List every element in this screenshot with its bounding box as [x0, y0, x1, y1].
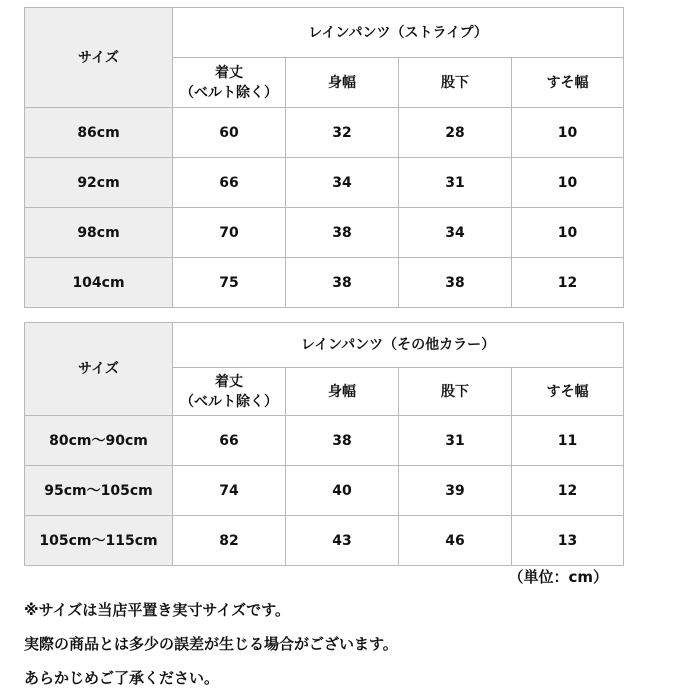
table-row [25, 516, 624, 566]
row-size: 104cm [25, 258, 173, 308]
cell-value: 82 [173, 516, 286, 566]
cell-value: 75 [173, 258, 286, 308]
table-title: レインパンツ（ストライプ） [173, 8, 624, 58]
size-header: サイズ [25, 323, 173, 416]
cell-value: 66 [173, 158, 286, 208]
note-line: 実際の商品とは多少の誤差が生じる場合がございます。 [24, 635, 398, 653]
cell-value: 10 [512, 208, 624, 258]
cell-value: 12 [512, 466, 624, 516]
column-header-length: 着丈 （ベルト除く） [173, 58, 286, 108]
cell-value: 38 [286, 258, 399, 308]
cell-value: 31 [399, 416, 512, 466]
cell-value: 40 [286, 466, 399, 516]
cell-value: 38 [286, 416, 399, 466]
cell-value: 74 [173, 466, 286, 516]
cell-value: 38 [399, 258, 512, 308]
table-row [25, 258, 624, 308]
cell-value: 34 [286, 158, 399, 208]
column-header-length: 着丈 （ベルト除く） [173, 368, 286, 416]
cell-value: 43 [286, 516, 399, 566]
column-header-width: 身幅 [286, 368, 399, 416]
row-size: 105cm〜115cm [25, 516, 173, 566]
cell-value: 46 [399, 516, 512, 566]
cell-value: 13 [512, 516, 624, 566]
table-row [25, 108, 624, 158]
table-title: レインパンツ（その他カラー） [173, 323, 624, 368]
table-row [25, 208, 624, 258]
note-line: ※サイズは当店平置き実寸サイズです。 [24, 601, 290, 619]
unit-label: （単位：cm） [508, 568, 608, 586]
row-size: 86cm [25, 108, 173, 158]
cell-value: 34 [399, 208, 512, 258]
table-row [25, 416, 624, 466]
row-size: 80cm〜90cm [25, 416, 173, 466]
size-header: サイズ [25, 8, 173, 108]
table-row [25, 158, 624, 208]
cell-value: 10 [512, 108, 624, 158]
cell-value: 38 [286, 208, 399, 258]
cell-value: 11 [512, 416, 624, 466]
table-row [25, 466, 624, 516]
row-size: 95cm〜105cm [25, 466, 173, 516]
column-header-hem: すそ幅 [512, 368, 624, 416]
cell-value: 12 [512, 258, 624, 308]
cell-value: 31 [399, 158, 512, 208]
row-size: 98cm [25, 208, 173, 258]
cell-value: 70 [173, 208, 286, 258]
column-header-hem: すそ幅 [512, 58, 624, 108]
row-size: 92cm [25, 158, 173, 208]
cell-value: 32 [286, 108, 399, 158]
column-header-inseam: 股下 [399, 368, 512, 416]
cell-value: 60 [173, 108, 286, 158]
cell-value: 66 [173, 416, 286, 466]
size-table-stripe [24, 7, 624, 308]
cell-value: 10 [512, 158, 624, 208]
column-header-inseam: 股下 [399, 58, 512, 108]
notes [24, 598, 398, 700]
cell-value: 28 [399, 108, 512, 158]
cell-value: 39 [399, 466, 512, 516]
column-header-width: 身幅 [286, 58, 399, 108]
size-table-other-colors [24, 322, 624, 566]
note-line: あらかじめご了承ください。 [24, 669, 220, 687]
